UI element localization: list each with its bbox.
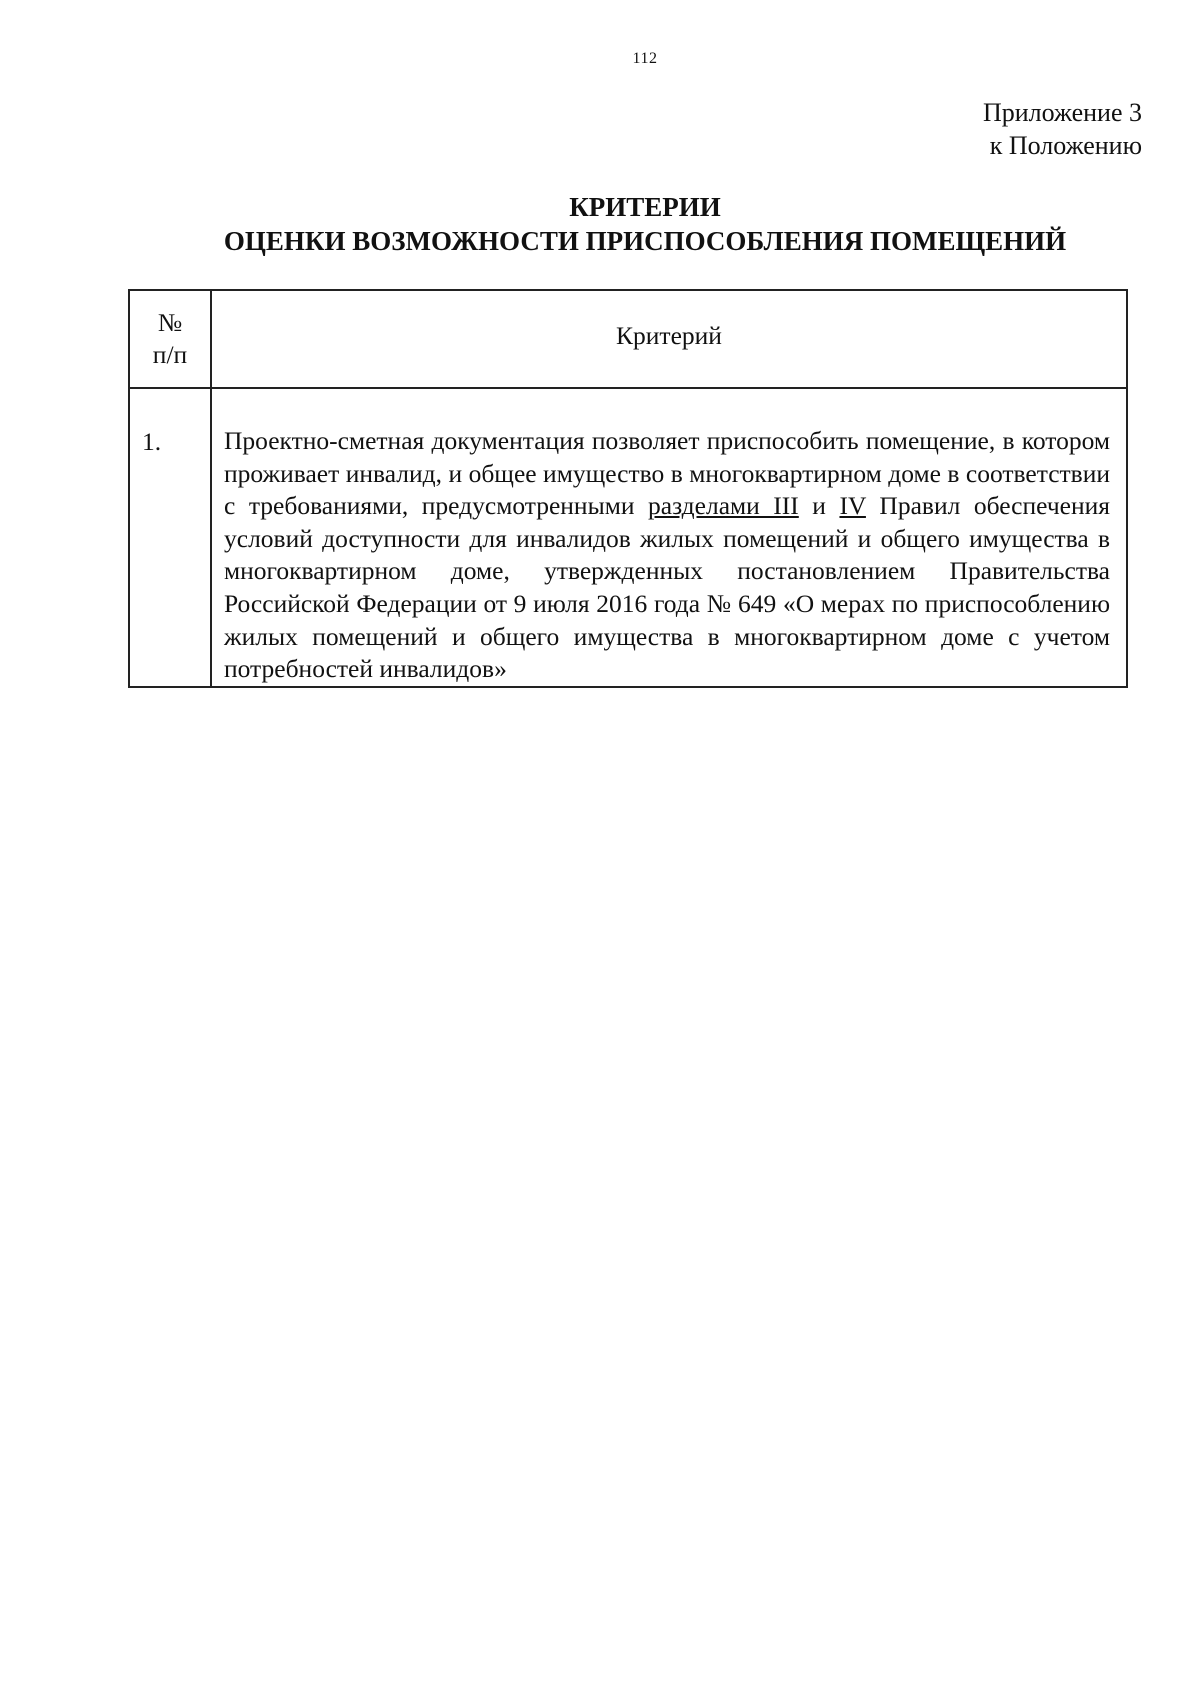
criterion-text (211, 388, 1127, 687)
criterion-text-part-3: Правил обеспечения условий доступности для инвалидов жилых помещений и общего имущества в многоквартирном доме, утвержденных постановлением Правительства Российской Федерации от 9 июля 2016 года № 649 «О мерах по приспособлению жилых помещений и общего имущества в многоквартирном доме с учетом потребностей инвалидов» (224, 491, 1110, 684)
sections-link-III[interactable]: разделами III (648, 491, 799, 521)
page-number: 112 (632, 50, 658, 67)
criterion-text-part-1: Проектно-сметная документация позволяет приспособить помещение, в котором проживает инвалид, и общее имущество в многоквартирном доме в соответствии с требованиями, предусмотренными (224, 426, 1110, 521)
header-number-abbrev: п/п (152, 340, 188, 369)
table-header-row (129, 290, 1127, 388)
row-number: 1. (129, 388, 211, 687)
appendix-reference (983, 96, 1142, 162)
table-row (129, 388, 1127, 687)
appendix-line-2: к Положению (989, 131, 1142, 160)
header-number-cell (129, 290, 211, 388)
header-criterion-cell: Критерий (211, 290, 1127, 388)
criteria-table (128, 289, 1128, 688)
title-line-1: КРИТЕРИИ (569, 192, 721, 222)
header-number-symbol: № (157, 308, 183, 337)
document-title (0, 190, 1200, 258)
title-line-2: ОЦЕНКИ ВОЗМОЖНОСТИ ПРИСПОСОБЛЕНИЯ ПОМЕЩЕНИЙ (223, 226, 1067, 256)
appendix-line-1: Приложение 3 (982, 98, 1142, 127)
criterion-text-part-2: и (798, 491, 840, 521)
section-link-IV[interactable]: IV (839, 491, 866, 521)
